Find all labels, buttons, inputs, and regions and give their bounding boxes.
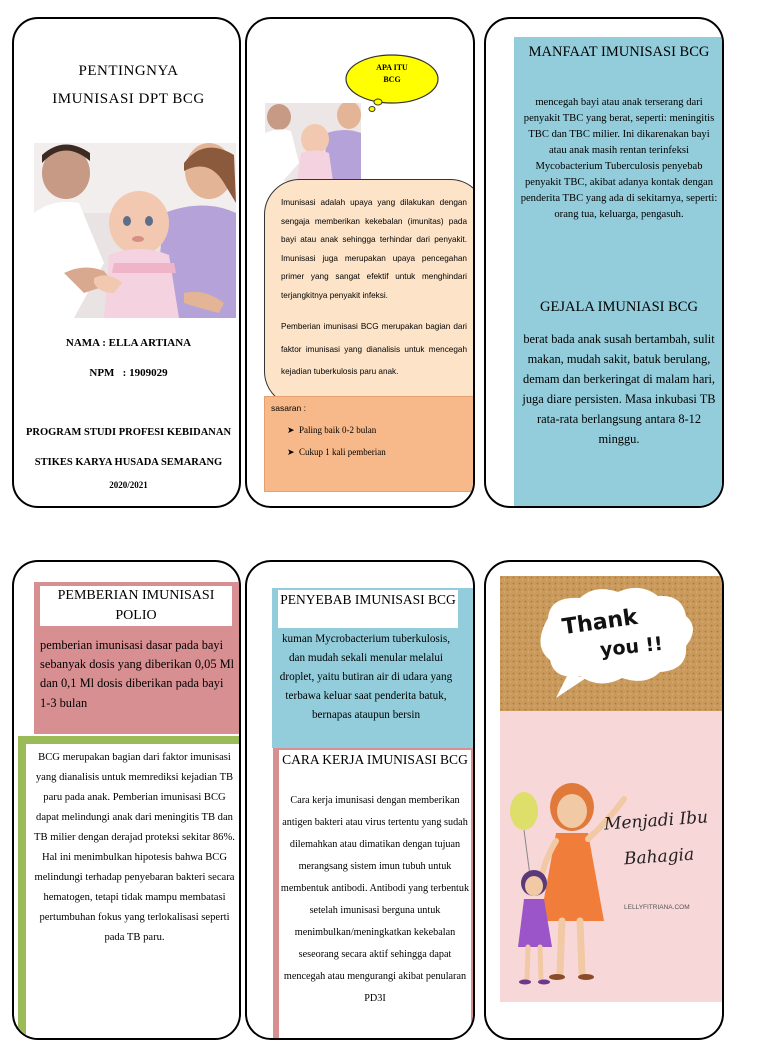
mechanism-text: Cara kerja imunisasi dengan memberikan antigen bakteri atau virus tertentu yang sudah dilemahkan atau dimatikan dengan tujuan merangsang sistem imun tubuh untuk membentuk antibodi. Antibodi yang terbentuk setelah imunisasi berguna untuk menimbulkan/meningkatkan kekebalan seseorang secara aktif sehingga dapat mencegah atau mengurangi akibat penularan PD3I: [280, 795, 470, 1004]
mechanism-box: [273, 748, 475, 1040]
cork-board-image: [500, 576, 722, 711]
mother-child-illustration: [500, 711, 722, 1002]
slogan-line2: Bahagia: [623, 844, 695, 870]
academic-year: 2020/2021: [109, 480, 148, 490]
school-name: STIKES KARYA HUSADA SEMARANG: [34, 457, 223, 468]
target-label: sasaran :: [271, 403, 306, 413]
target-box: [264, 396, 474, 492]
target-item-1: [287, 425, 376, 436]
arrow-bullet-icon: ➤: [287, 425, 300, 435]
baby-small-photo: [265, 103, 361, 181]
benefit-panel: [484, 17, 724, 508]
thank-you-panel: [484, 560, 724, 1040]
bubble-text-line2: BCG: [383, 75, 401, 84]
bubble-text-line1: APA ITU: [376, 63, 408, 72]
symptom-title: GEJALA IMUNIASI BCG: [540, 299, 698, 315]
target-item-2-label: Cukup 1 kali pemberian: [299, 447, 386, 457]
definition-box: [264, 179, 475, 407]
bcg-protection-box: [18, 736, 241, 1040]
mechanism-title: CARA KERJA IMUNISASI BCG: [279, 750, 471, 790]
thank-text-line1: Thank: [560, 604, 640, 641]
polio-title: PEMBERIAN IMUNISASI POLIO: [40, 586, 232, 626]
cause-box: [272, 588, 475, 748]
cover-title-line2: IMUNISASI DPT BCG: [52, 91, 205, 107]
cause-text: kuman Mycrobacterium tuberkulosis, dan mudah sekali menular melalui droplet, yaitu butiran air di udara yang terbawa keluar saat penderita batuk, bernapas ataupun bersin: [279, 633, 453, 721]
student-npm: NPM : 1909029: [89, 367, 168, 379]
benefit-title: MANFAAT IMUNISASI BCG: [528, 44, 710, 60]
cover-title-line1: PENTINGNYA: [78, 63, 179, 79]
bcg-part-text: Pemberian imunisasi BCG merupakan bagian dari faktor imunisasi yang dianalisis untuk mencegah kejadian tuberkulosis paru anak.: [281, 322, 467, 376]
thank-text-line2: you !!: [599, 632, 664, 662]
definition-text: Imunisasi adalah upaya yang dilakukan dengan sengaja memberikan kekebalan (imunitas) pada bayi atau anak sehingga terhindar dari penyakit. Imunisasi juga merupakan upaya pencegahan primer yang sangat efektif untuk menghindari terjangkitnya penyakit infeksi.: [281, 198, 467, 300]
target-item-1-label: Paling baik 0-2 bulan: [299, 425, 377, 435]
bcg-protection-text: BCG merupakan bagian dari faktor imunisasi yang dianalisis untuk memrediksi kejadian TB paru pada anak. Pemberian imunisasi BCG dapat melindungi anak dari meningitis TB dan TB milier dengan derajad proteksi sekitar 86%. Hal ini menimbulkan hipotesis bahwa BCG melindungi terhadap penyebaran bakteri secara hematogen, tetapi tidak mampu membatasi pertumbuhan fokus yang terlokalisasi seperti pada TB paru.: [34, 752, 235, 943]
polio-panel: [12, 560, 241, 1040]
student-name: NAMA : ELLA ARTIANA: [65, 337, 192, 349]
symptom-text: berat bada anak susah bertambah, sulit makan, mudah sakit, batuk berulang, demam dan berkeringat di malam hari, juga diare persisten. Masa inkubasi TB rata-rata berlangsung antara 8-12 minggu.: [522, 332, 716, 446]
cause-title: PENYEBAB IMUNISASI BCG: [278, 590, 458, 628]
polio-box: [34, 582, 241, 734]
benefit-box: [514, 37, 724, 508]
baby-vaccination-photo: [34, 143, 236, 318]
polio-text: pemberian imunisasi dasar pada bayi sebanyak dosis yang diberikan 0,05 Ml dan 0,1 Ml dosis diberikan pada bayi 1-3 bulan: [40, 638, 235, 710]
target-item-2: [287, 447, 386, 458]
slogan-line1: Menjadi Ibu: [603, 807, 709, 835]
cover-panel: [12, 17, 241, 508]
website-label: LELLYFITRIANA.COM: [624, 904, 690, 911]
cause-panel: [245, 560, 475, 1040]
definition-panel: [245, 17, 475, 508]
arrow-bullet-icon: ➤: [287, 447, 300, 457]
study-program: PROGRAM STUDI PROFESI KEBIDANAN: [25, 427, 232, 438]
benefit-text: mencegah bayi atau anak terserang dari penyakit TBC yang berat, seperti: meningitis TBC dan TBC milier. Ini dikarenakan bayi atau anak masih rentan terinfeksi Mycobacterium Tuberculosis penyebab penyakit TBC, akibat adanya kontak dengan penderita TBC yang ada di sekitarnya, seperti: orang tua, keluarga, pengasuh.: [520, 97, 718, 220]
